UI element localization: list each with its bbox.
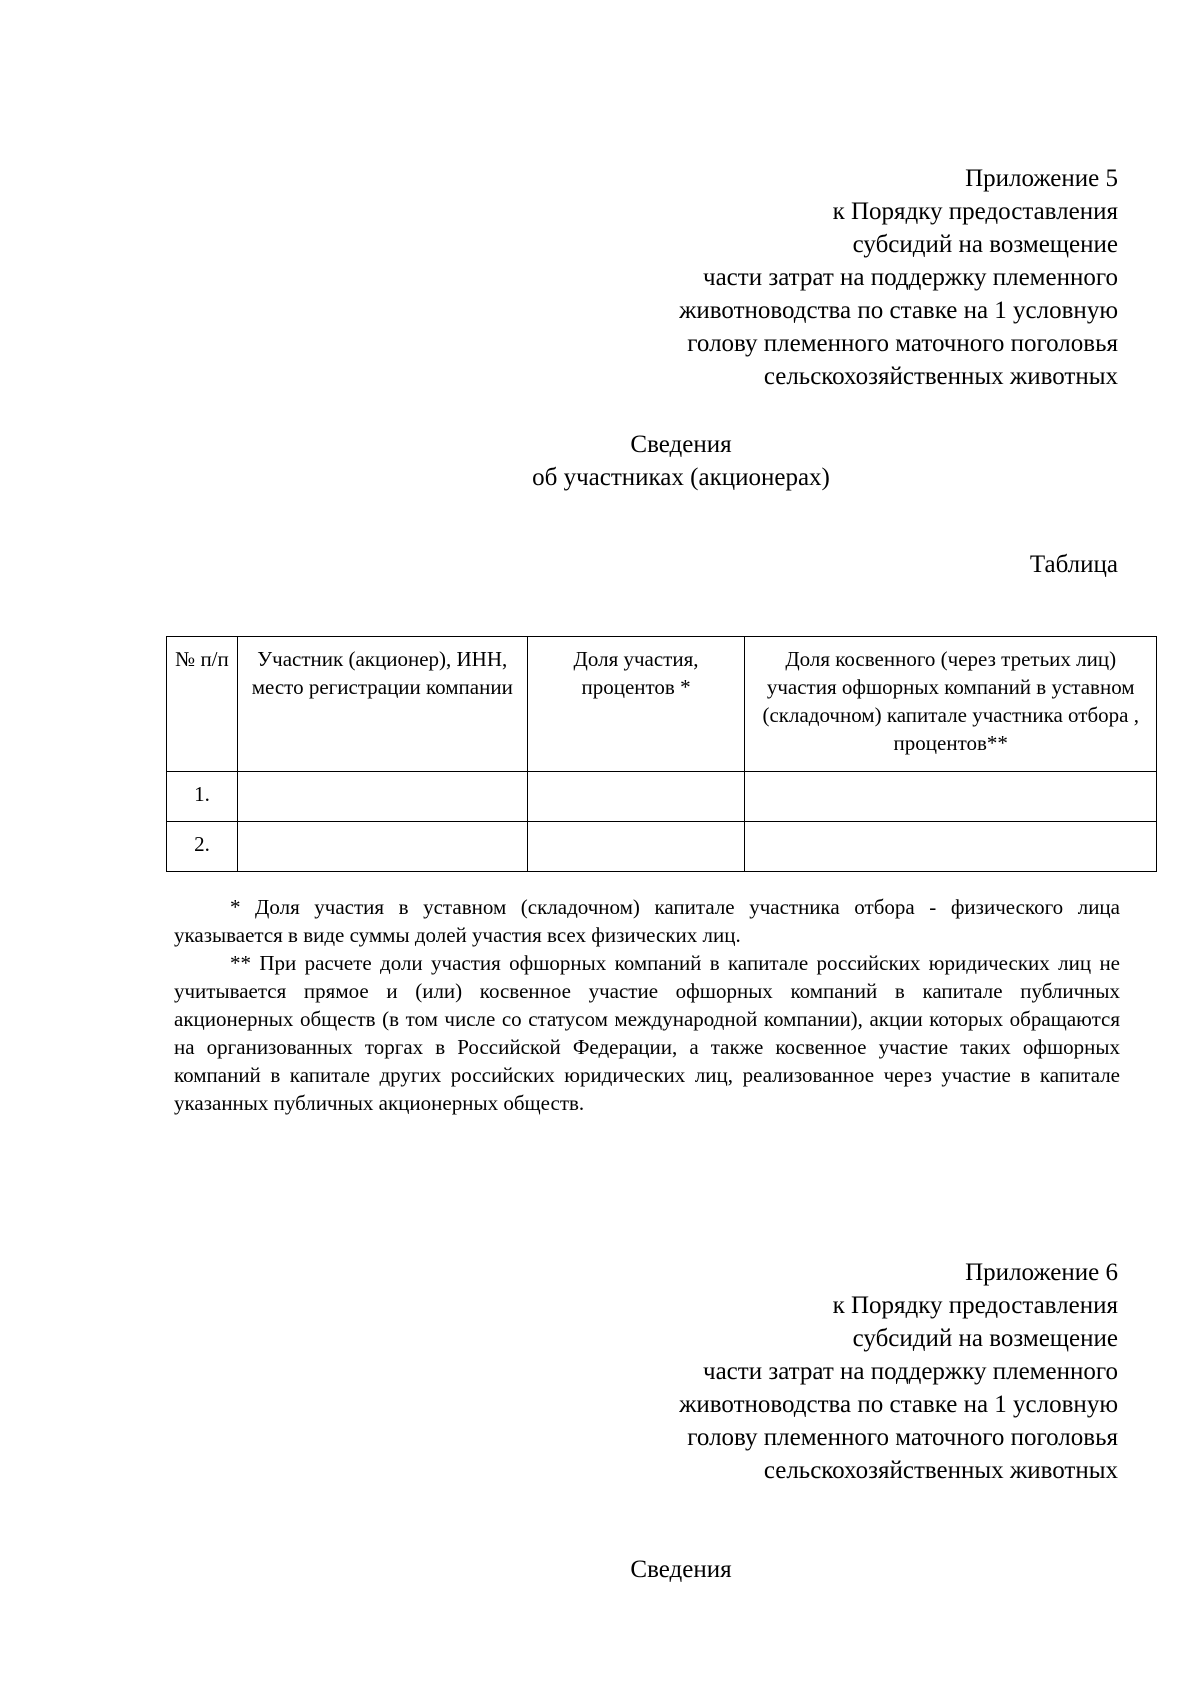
header-offshore-share: Доля косвенного (через третьих лиц) участия офшорных компаний в уставном (складочном) капитале участника отбора , процентов** [745, 637, 1157, 772]
header-participant: Участник (акционер), ИНН, место регистрации компании [237, 637, 527, 772]
appendix-6-line: сельскохозяйственных животных [763, 1457, 1118, 1484]
appendix-5-line: голову племенного маточного поголовья [687, 330, 1118, 357]
cell-participant [237, 772, 527, 822]
appendix-6-line: к Порядку предоставления [832, 1292, 1118, 1319]
cell-participant [237, 822, 527, 872]
header-number: № п/п [167, 637, 238, 772]
heading-title: Сведения [630, 1556, 732, 1583]
cell-offshore-share [745, 822, 1157, 872]
appendix-6-header [679, 1256, 1118, 1487]
footnote-1: * Доля участия в уставном (складочном) капитале участника отбора - физического лица указывается в виде суммы долей участия всех физических лиц. [174, 895, 1120, 947]
appendix-5-line: животноводства по ставке на 1 условную [679, 297, 1118, 324]
participants-table [166, 636, 1157, 872]
appendix-6-line: животноводства по ставке на 1 условную [679, 1391, 1118, 1418]
cell-offshore-share [745, 772, 1157, 822]
heading-subtitle: об участниках (акционерах) [532, 464, 830, 491]
cell-number: 2. [167, 822, 238, 872]
cell-number: 1. [167, 772, 238, 822]
header-share: Доля участия, процентов * [527, 637, 745, 772]
table-row [167, 822, 1157, 872]
heading-title: Сведения [630, 431, 732, 458]
table-row [167, 772, 1157, 822]
appendix-6-line: части затрат на поддержку племенного [703, 1358, 1118, 1385]
section-heading-1 [0, 428, 1200, 494]
cell-share [527, 772, 745, 822]
cell-share [527, 822, 745, 872]
table-label: Таблица [1029, 551, 1118, 578]
appendix-6-line: субсидий на возмещение [852, 1325, 1118, 1352]
appendix-5-line: к Порядку предоставления [832, 198, 1118, 225]
appendix-5-line: субсидий на возмещение [852, 231, 1118, 258]
section-heading-2 [0, 1553, 1200, 1586]
table-header-row [167, 637, 1157, 772]
footnotes [174, 893, 1120, 1117]
appendix-5-line: Приложение 5 [965, 165, 1118, 192]
appendix-5-line: части затрат на поддержку племенного [703, 264, 1118, 291]
footnote-2: ** При расчете доли участия офшорных компаний в капитале российских юридических лиц не учитывается прямое и (или) косвенное участие офшорных компаний в капитале публичных акционерных обществ (в том числе со статусом международной компании), акции которых обращаются на организованных торгах в Российской Федерации, а также косвенное участие таких офшорных компаний в капитале других российских юридических лиц, реализованное через участие в капитале указанных публичных акционерных обществ. [174, 951, 1120, 1115]
appendix-6-line: голову племенного маточного поголовья [687, 1424, 1118, 1451]
appendix-5-header [679, 162, 1118, 393]
appendix-5-line: сельскохозяйственных животных [763, 363, 1118, 390]
appendix-6-line: Приложение 6 [965, 1259, 1118, 1286]
